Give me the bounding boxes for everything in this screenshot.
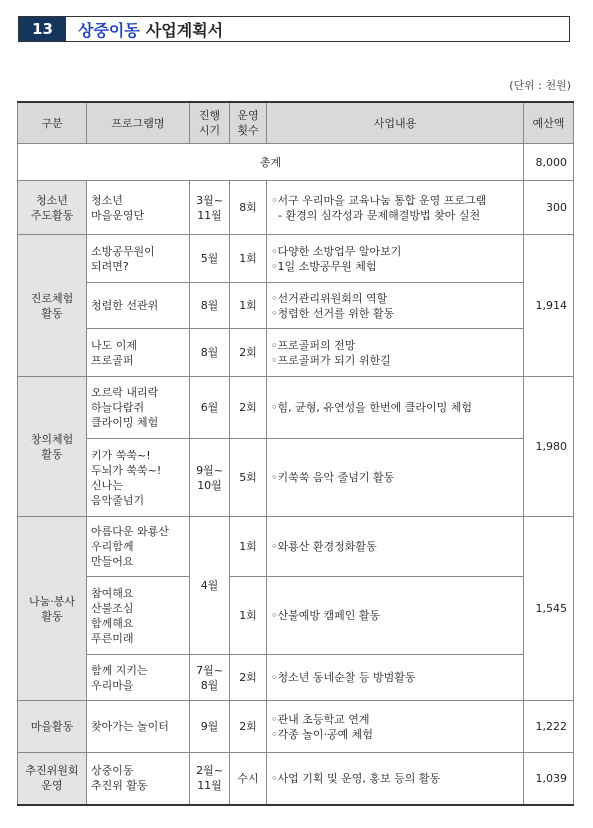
title-organization: 상중이동 [78, 20, 140, 40]
content-cell: ◦힘, 균형, 유연성을 한번에 클라이밍 체험 [267, 377, 524, 439]
table-row [18, 235, 574, 283]
budget-cell: 1,545 [524, 517, 574, 701]
table-row [18, 377, 574, 439]
period-cell: 8월 [190, 329, 230, 377]
program-cell: 소방공무원이 되려면? [87, 235, 190, 283]
table-row [18, 701, 574, 753]
count-cell: 5회 [230, 439, 267, 517]
count-cell: 1회 [230, 235, 267, 283]
count-cell: 1회 [230, 577, 267, 655]
program-cell: 아름다운 와룡산 우리함께 만들어요 [87, 517, 190, 577]
category-cell: 창의체험 활동 [18, 377, 87, 517]
period-cell: 8월 [190, 283, 230, 329]
program-cell: 오르락 내리락 하늘다람쥐 클라이밍 체험 [87, 377, 190, 439]
table-row [18, 283, 574, 329]
period-cell: 9월~ 10월 [190, 439, 230, 517]
category-cell: 마을활동 [18, 701, 87, 753]
content-cell: ◦키쑥쑥 음악 줄넘기 활동 [267, 439, 524, 517]
col-header-period: 진행 시기 [190, 102, 230, 144]
program-cell: 참여해요 산불조심 함께해요 푸른미래 [87, 577, 190, 655]
table-header-row [18, 102, 574, 144]
program-cell: 상중이동 추진위 활동 [87, 753, 190, 805]
table-row [18, 329, 574, 377]
table-row [18, 439, 574, 517]
document-header [18, 16, 570, 42]
category-cell: 나눔·봉사 활동 [18, 517, 87, 701]
period-cell: 5월 [190, 235, 230, 283]
count-cell: 1회 [230, 283, 267, 329]
budget-cell: 1,039 [524, 753, 574, 805]
count-cell: 수시 [230, 753, 267, 805]
content-cell: ◦서구 우리마을 교육나눔 통합 운영 프로그램 - 환경의 심각성과 문제해결방법 찾아 실천 [267, 181, 524, 235]
count-cell: 2회 [230, 655, 267, 701]
category-cell: 추진위원회 운영 [18, 753, 87, 805]
period-cell: 4월 [190, 517, 230, 655]
program-cell: 찾아가는 놀이터 [87, 701, 190, 753]
budget-cell: 1,914 [524, 235, 574, 377]
col-header-category: 구분 [18, 102, 87, 144]
section-number: 13 [19, 17, 66, 41]
budget-cell: 1,980 [524, 377, 574, 517]
period-cell: 6월 [190, 377, 230, 439]
content-cell: ◦관내 초등학교 연계 ◦각종 놀이·공예 체험 [267, 701, 524, 753]
count-cell: 1회 [230, 517, 267, 577]
table-row [18, 517, 574, 577]
content-cell: ◦청소년 동네순찰 등 방범활동 [267, 655, 524, 701]
total-row [18, 144, 574, 181]
count-cell: 8회 [230, 181, 267, 235]
table-row [18, 753, 574, 805]
col-header-content: 사업내용 [267, 102, 524, 144]
total-value: 8,000 [524, 144, 574, 181]
program-cell: 청렴한 선관위 [87, 283, 190, 329]
program-cell: 청소년 마을운영단 [87, 181, 190, 235]
content-cell: ◦사업 기획 및 운영, 홍보 등의 활동 [267, 753, 524, 805]
title-text: 사업계획서 [145, 20, 224, 40]
content-cell: ◦다양한 소방업무 알아보기 ◦1일 소방공무원 체험 [267, 235, 524, 283]
count-cell: 2회 [230, 377, 267, 439]
category-cell: 진로체험 활동 [18, 235, 87, 377]
program-cell: 키가 쑥쑥~! 두뇌가 쑥쑥~! 신나는 음악줄넘기 [87, 439, 190, 517]
content-cell: ◦와룡산 환경정화활동 [267, 517, 524, 577]
document-title [66, 18, 223, 41]
content-cell: ◦산불예방 캠페인 활동 [267, 577, 524, 655]
count-cell: 2회 [230, 701, 267, 753]
budget-cell: 1,222 [524, 701, 574, 753]
col-header-program: 프로그램명 [87, 102, 190, 144]
col-header-count: 운영 횟수 [230, 102, 267, 144]
plan-table [17, 101, 574, 806]
table-row [18, 577, 574, 655]
content-cell: ◦프로골퍼의 전망 ◦프로골퍼가 되기 위한길 [267, 329, 524, 377]
program-cell: 나도 이제 프로골퍼 [87, 329, 190, 377]
col-header-budget: 예산액 [524, 102, 574, 144]
table-row [18, 181, 574, 235]
content-cell: ◦선거관리위원회의 역할 ◦청렴한 선거를 위한 활동 [267, 283, 524, 329]
table-row [18, 655, 574, 701]
budget-cell: 300 [524, 181, 574, 235]
period-cell: 2월~ 11월 [190, 753, 230, 805]
period-cell: 3월~ 11월 [190, 181, 230, 235]
total-label: 총계 [18, 144, 524, 181]
count-cell: 2회 [230, 329, 267, 377]
unit-label: (단위 : 천원) [509, 79, 571, 92]
period-cell: 7월~ 8월 [190, 655, 230, 701]
period-cell: 9월 [190, 701, 230, 753]
category-cell: 청소년 주도활동 [18, 181, 87, 235]
program-cell: 함께 지키는 우리마을 [87, 655, 190, 701]
